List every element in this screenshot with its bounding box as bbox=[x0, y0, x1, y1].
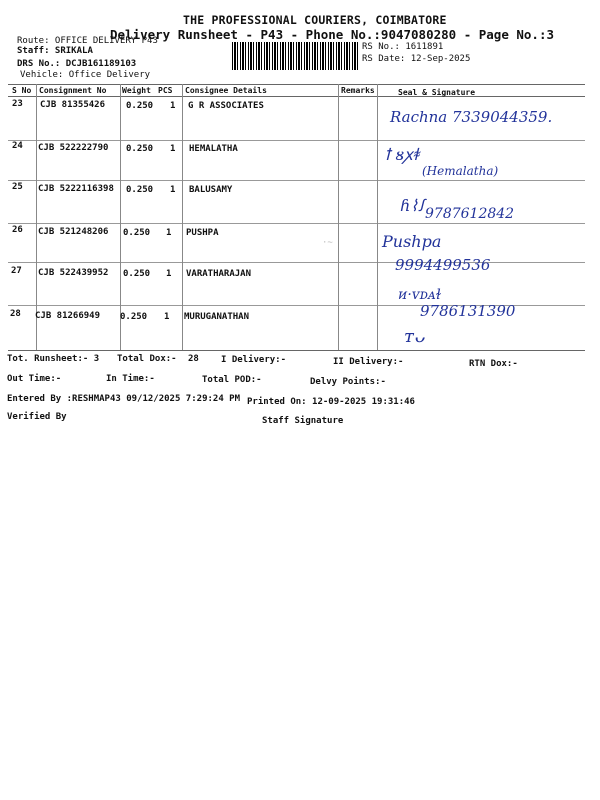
row-pcs: 1 bbox=[164, 312, 170, 322]
table-header-border bbox=[8, 96, 585, 97]
row-divider bbox=[8, 223, 585, 224]
table-bottom-border bbox=[8, 350, 585, 351]
col-divider bbox=[377, 84, 378, 350]
rs-date: RS Date: 12-Sep-2025 bbox=[362, 54, 471, 64]
row-consignment: CJB 5222116398 bbox=[38, 184, 114, 194]
row-divider bbox=[8, 180, 585, 181]
row-consignee: MURUGANATHAN bbox=[184, 312, 250, 322]
row-consignment: CJB 521248206 bbox=[38, 227, 109, 237]
total-dox-label: Total Dox:- bbox=[117, 354, 177, 364]
col-divider bbox=[120, 84, 121, 350]
row-pcs: 1 bbox=[170, 144, 176, 154]
runsheet-title: Delivery Runsheet - P43 - Phone No.:9047080280 - Page No.:3 bbox=[110, 27, 555, 42]
drs-number: DRS No.: DCJB161189103 bbox=[17, 59, 137, 69]
signature-scribble: ᴛᴗ bbox=[404, 326, 425, 347]
row-divider bbox=[8, 140, 585, 141]
col-header-signature: Seal & Signature bbox=[398, 88, 476, 97]
rs-number: RS No.: 1611891 bbox=[362, 42, 444, 52]
row-signature: 9787612842 bbox=[425, 206, 515, 222]
signature-scribble: ꝉ ᴕꭗꬸ bbox=[384, 145, 419, 164]
row-pcs: 1 bbox=[166, 228, 172, 238]
row-weight: 0.250 bbox=[123, 269, 151, 279]
col-header-remarks: Remarks bbox=[341, 86, 375, 95]
staff-label: Staff: SRIKALA bbox=[17, 46, 93, 56]
verified-by: Verified By bbox=[7, 412, 67, 422]
delvy-points: Delvy Points:- bbox=[310, 377, 386, 387]
row-consignment: CJB 81266949 bbox=[35, 311, 101, 321]
row-sno: 27 bbox=[11, 266, 22, 276]
total-dox-value: 28 bbox=[188, 354, 199, 364]
row-weight: 0.250 bbox=[126, 144, 154, 154]
vehicle-label: Vehicle: Office Delivery bbox=[20, 70, 151, 80]
row-sno: 24 bbox=[12, 141, 23, 151]
row-signature: Rachna 7339044359. bbox=[390, 108, 553, 126]
row-sno: 26 bbox=[12, 225, 23, 235]
total-pod: Total POD:- bbox=[202, 375, 262, 385]
row-sno: 23 bbox=[12, 99, 23, 109]
col-header-weight: Weight bbox=[122, 86, 151, 95]
row-weight: 0.250 bbox=[123, 228, 151, 238]
row-weight: 0.250 bbox=[126, 101, 154, 111]
barcode-image bbox=[232, 42, 358, 70]
col-header-consignment: Consignment No bbox=[39, 86, 107, 95]
out-time: Out Time:- bbox=[7, 374, 62, 384]
row-pcs: 1 bbox=[170, 185, 176, 195]
ii-delivery: II Delivery:- bbox=[333, 357, 404, 367]
row-weight: 0.250 bbox=[120, 312, 148, 322]
row-consignment: CJB 81355426 bbox=[40, 100, 106, 110]
row-weight: 0.250 bbox=[126, 185, 154, 195]
row-consignee: VARATHARAJAN bbox=[186, 269, 252, 279]
route-label: Route: OFFICE DELIVERY P43 bbox=[17, 36, 158, 46]
row-signature: (Hemalatha) bbox=[422, 164, 499, 178]
signature-scribble: ᴎ·ᴠᴅᴀɫ bbox=[398, 287, 442, 303]
tot-runsheet: Tot. Runsheet:- 3 bbox=[7, 354, 100, 364]
printed-on: Printed On: 12-09-2025 19:31:46 bbox=[247, 397, 415, 407]
row-pcs: 1 bbox=[170, 101, 176, 111]
col-header-consignee: Consignee Details bbox=[185, 86, 267, 95]
row-consignee: PUSHPA bbox=[186, 228, 219, 238]
staff-signature: Staff Signature bbox=[262, 416, 344, 426]
row-signature: Pushpa bbox=[382, 232, 442, 251]
row-consignee: HEMALATHA bbox=[189, 144, 238, 154]
row-consignee: G R ASSOCIATES bbox=[188, 101, 264, 111]
stray-mark: ·~ bbox=[322, 238, 333, 248]
row-consignment: CJB 522222790 bbox=[38, 143, 109, 153]
col-divider bbox=[338, 84, 339, 350]
row-pcs: 1 bbox=[166, 269, 172, 279]
row-consignment: CJB 522439952 bbox=[38, 268, 109, 278]
row-consignee: BALUSAMY bbox=[189, 185, 233, 195]
signature-scribble: ɦ⌇ꭍ bbox=[400, 196, 424, 215]
row-sno: 28 bbox=[10, 309, 21, 319]
rtn-dox: RTN Dox:- bbox=[469, 359, 518, 369]
in-time: In Time:- bbox=[106, 374, 155, 384]
i-delivery: I Delivery:- bbox=[221, 355, 287, 365]
col-divider bbox=[182, 84, 183, 350]
col-header-pcs: PCS bbox=[158, 86, 173, 95]
col-header-sno: S No bbox=[12, 86, 32, 95]
entered-by: Entered By :RESHMAP43 09/12/2025 7:29:24 PM bbox=[7, 394, 240, 404]
table-top-border bbox=[8, 84, 585, 85]
company-title: THE PROFESSIONAL COURIERS, COIMBATORE bbox=[183, 13, 447, 27]
row-divider bbox=[8, 262, 585, 263]
row-signature: 9994499536 bbox=[395, 256, 491, 274]
row-sno: 25 bbox=[12, 182, 23, 192]
row-signature: 9786131390 bbox=[420, 302, 516, 320]
